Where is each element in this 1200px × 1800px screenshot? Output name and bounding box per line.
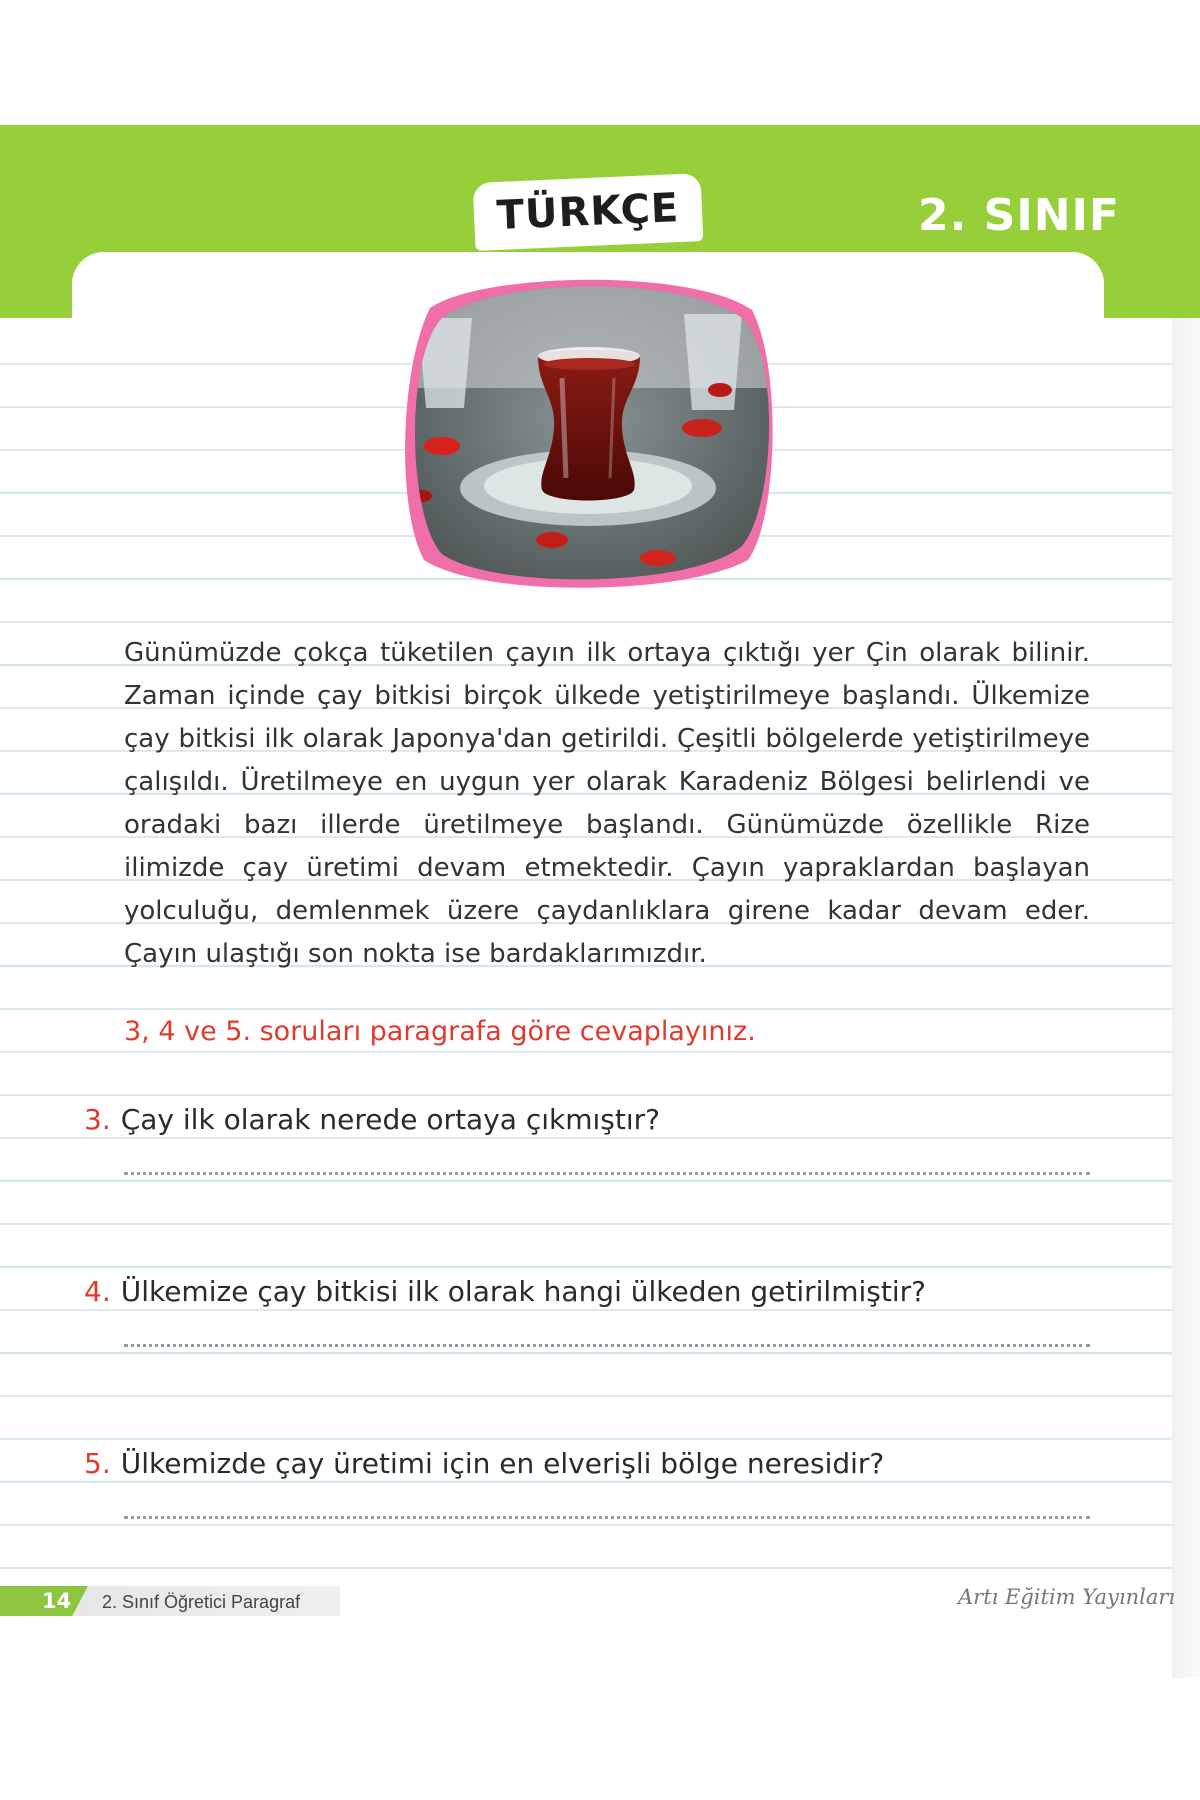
answer-line-4[interactable] <box>124 1344 1090 1347</box>
question-number: 3. <box>84 1103 111 1136</box>
publisher-logo: Artı Eğitim Yayınları <box>958 1585 1176 1609</box>
question-text: Ülkemizde çay üretimi için en elverişli bölge neresidir? <box>120 1447 885 1480</box>
paper-edge <box>1172 318 1200 1678</box>
question-number: 4. <box>84 1275 111 1308</box>
answer-line-3[interactable] <box>124 1172 1090 1175</box>
reading-paragraph: Günümüzde çokça tüketilen çayın ilk ortaya çıktığı yer Çin olarak bilinir. Zaman içinde çay bitkisi birçok ülkede yetiştirilmeye başlandı. Ülkemize çay bitkisi ilk olarak Japonya'dan getirildi. Çeşitli bölgelerde yetiştirilmeye çalışıldı. Üretilmeye en uygun yer olarak Karadeniz Bölgesi belirlendi ve oradaki bazı illerde üretilmeye başlandı. Günümüzde özellikle Rize ilimizde çay üretimi devam etmektedir. Çayın yapraklardan başlayan yolculuğu, demlenmek üzere çaydanlıklara girene kadar devam eder. Çayın ulaştığı son nokta ise bardaklarımızdır. <box>124 638 1090 969</box>
question-text: Ülkemize çay bitkisi ilk olarak hangi ülkeden getirilmiştir? <box>120 1275 926 1308</box>
instruction-text: 3, 4 ve 5. soruları paragrafa göre cevaplayınız. <box>124 1016 756 1047</box>
question-number: 5. <box>84 1447 111 1480</box>
question-3 <box>84 1103 660 1136</box>
subject-tab <box>473 173 704 251</box>
page-number: 14 <box>42 1589 72 1613</box>
question-4 <box>84 1275 926 1308</box>
book-title: 2. Sınıf Öğretici Paragraf <box>102 1592 301 1612</box>
tea-glass-image <box>402 278 774 590</box>
answer-line-5[interactable] <box>124 1516 1090 1519</box>
grade-label: 2. SINIF <box>918 190 1120 241</box>
question-5 <box>84 1447 884 1480</box>
subject-title: TÜRKÇE <box>495 185 681 239</box>
question-text: Çay ilk olarak nerede ortaya çıkmıştır? <box>120 1103 660 1136</box>
